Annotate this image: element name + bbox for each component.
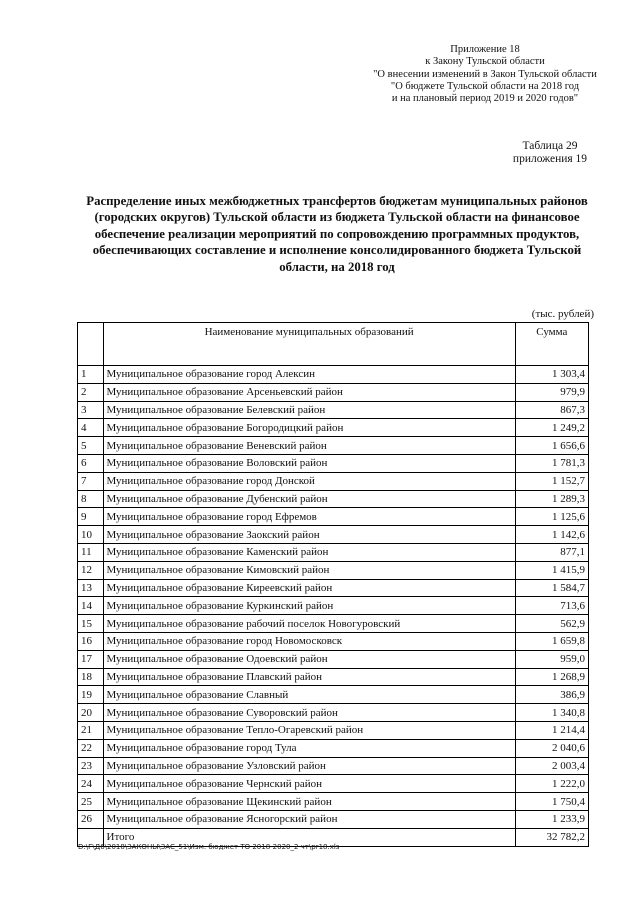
table-row	[78, 437, 589, 455]
municipality-name: Муниципальное образование город Тула	[103, 739, 515, 757]
table-row	[78, 668, 589, 686]
municipality-name: Муниципальное образование Узловский район	[103, 757, 515, 775]
amount: 2 040,6	[515, 739, 588, 757]
row-number: 23	[78, 757, 104, 775]
row-number: 24	[78, 775, 104, 793]
municipality-name: Муниципальное образование Тепло-Огаревский район	[103, 721, 515, 739]
row-number: 17	[78, 650, 104, 668]
table-row	[78, 543, 589, 561]
table-header-row	[78, 323, 589, 366]
row-number: 9	[78, 508, 104, 526]
amount: 959,0	[515, 650, 588, 668]
municipality-name: Муниципальное образование Заокский район	[103, 526, 515, 544]
total-label: Итого	[103, 828, 515, 846]
municipality-name: Муниципальное образование Киреевский район	[103, 579, 515, 597]
row-number: 3	[78, 401, 104, 419]
appendix-line: "О бюджете Тульской области на 2018 год	[390, 80, 580, 92]
appendix-header	[360, 44, 610, 105]
amount: 1 249,2	[515, 419, 588, 437]
table-row	[78, 686, 589, 704]
header-name-cell: Наименование муниципальных образований	[103, 323, 515, 366]
appendix-line: Приложение 18	[450, 44, 520, 55]
amount: 2 003,4	[515, 757, 588, 775]
distribution-table	[77, 322, 589, 847]
row-number: 2	[78, 383, 104, 401]
row-number: 6	[78, 454, 104, 472]
row-number: 1	[78, 366, 104, 384]
table-row	[78, 454, 589, 472]
row-number: 25	[78, 793, 104, 811]
table-row	[78, 721, 589, 739]
amount: 1 222,0	[515, 775, 588, 793]
appendix-line: и на плановый период 2019 и 2020 годов"	[391, 93, 579, 105]
municipality-name: Муниципальное образование Богородицкий район	[103, 419, 515, 437]
municipality-name: Муниципальное образование Кимовский район	[103, 561, 515, 579]
municipality-name: Муниципальное образование Воловский район	[103, 454, 515, 472]
municipality-name: Муниципальное образование Одоевский район	[103, 650, 515, 668]
row-number: 5	[78, 437, 104, 455]
table-number: Таблица 29	[522, 140, 578, 152]
table-row	[78, 419, 589, 437]
table-row	[78, 526, 589, 544]
row-number: 7	[78, 472, 104, 490]
row-number: 13	[78, 579, 104, 597]
table-reference	[495, 140, 605, 166]
appendix-line: к Закону Тульской области	[425, 56, 545, 68]
municipality-name: Муниципальное образование рабочий поселок Новогуровский	[103, 615, 515, 633]
document-title: Распределение иных межбюджетных трансфертов бюджетам муниципальных районов (городских округов) Тульской области из бюджета Тульской области на финансовое обеспечение реализации мероприятий по сопровождению программных продуктов, обеспечивающих составление и исполнение консолидированного бюджета Тульской области, на 2018 год	[86, 194, 588, 274]
table-row	[78, 704, 589, 722]
row-number: 11	[78, 543, 104, 561]
municipality-name: Муниципальное образование Каменский район	[103, 543, 515, 561]
table-body	[78, 366, 589, 847]
amount: 386,9	[515, 686, 588, 704]
amount: 1 656,6	[515, 437, 588, 455]
table-row	[78, 793, 589, 811]
appendix-number: приложения 19	[512, 153, 588, 165]
row-number: 22	[78, 739, 104, 757]
row-number: 26	[78, 810, 104, 828]
table-row	[78, 383, 589, 401]
table-row	[78, 739, 589, 757]
amount: 1 750,4	[515, 793, 588, 811]
municipality-name: Муниципальное образование Дубенский район	[103, 490, 515, 508]
amount: 713,6	[515, 597, 588, 615]
row-number: 20	[78, 704, 104, 722]
table-row	[78, 632, 589, 650]
row-number: 10	[78, 526, 104, 544]
amount: 1 303,4	[515, 366, 588, 384]
amount: 1 268,9	[515, 668, 588, 686]
row-number: 12	[78, 561, 104, 579]
municipality-name: Муниципальное образование Щекинский район	[103, 793, 515, 811]
row-number: 4	[78, 419, 104, 437]
row-number: 19	[78, 686, 104, 704]
table-row	[78, 508, 589, 526]
table-row	[78, 810, 589, 828]
amount: 1 152,7	[515, 472, 588, 490]
municipality-name: Муниципальное образование город Донской	[103, 472, 515, 490]
file-path-footer: D:\Г\Д6\2018\ЗАКОНЫ\ЗАС_51\Изм. бюджет ТО 2018-2020_2 чт\pr18.xls	[78, 843, 340, 851]
amount: 1 781,3	[515, 454, 588, 472]
amount: 877,1	[515, 543, 588, 561]
municipality-name: Муниципальное образование Веневский район	[103, 437, 515, 455]
row-number: 16	[78, 632, 104, 650]
amount: 1 584,7	[515, 579, 588, 597]
table-row	[78, 561, 589, 579]
municipality-name: Муниципальное образование Чернский район	[103, 775, 515, 793]
table-row	[78, 615, 589, 633]
municipality-name: Муниципальное образование Ясногорский район	[103, 810, 515, 828]
table-row	[78, 366, 589, 384]
municipality-name: Муниципальное образование Суворовский район	[103, 704, 515, 722]
table-row	[78, 650, 589, 668]
table-row	[78, 757, 589, 775]
municipality-name: Муниципальное образование Плавский район	[103, 668, 515, 686]
municipality-name: Муниципальное образование город Ефремов	[103, 508, 515, 526]
municipality-name: Муниципальное образование город Новомосковск	[103, 632, 515, 650]
row-number: 14	[78, 597, 104, 615]
municipality-name: Муниципальное образование Белевский район	[103, 401, 515, 419]
row-number: 21	[78, 721, 104, 739]
amount: 562,9	[515, 615, 588, 633]
amount: 867,3	[515, 401, 588, 419]
amount: 1 289,3	[515, 490, 588, 508]
municipality-name: Муниципальное образование Куркинский район	[103, 597, 515, 615]
table-row	[78, 775, 589, 793]
table-row	[78, 490, 589, 508]
amount: 1 415,9	[515, 561, 588, 579]
row-number: 8	[78, 490, 104, 508]
amount: 1 214,4	[515, 721, 588, 739]
table-row	[78, 472, 589, 490]
units-label: (тыс. рублей)	[531, 308, 594, 320]
header-sum-cell: Сумма	[515, 323, 588, 366]
table-row	[78, 579, 589, 597]
total-amount: 32 782,2	[515, 828, 588, 846]
municipality-name: Муниципальное образование Арсеньевский район	[103, 383, 515, 401]
row-number: 15	[78, 615, 104, 633]
table-row	[78, 401, 589, 419]
appendix-line: "О внесении изменений в Закон Тульской области	[373, 68, 597, 80]
municipality-name: Муниципальное образование Славный	[103, 686, 515, 704]
header-number-cell	[78, 323, 104, 366]
amount: 1 659,8	[515, 632, 588, 650]
row-number: 18	[78, 668, 104, 686]
amount: 1 340,8	[515, 704, 588, 722]
municipality-name: Муниципальное образование город Алексин	[103, 366, 515, 384]
amount: 1 142,6	[515, 526, 588, 544]
amount: 1 233,9	[515, 810, 588, 828]
amount: 1 125,6	[515, 508, 588, 526]
table-row	[78, 597, 589, 615]
amount: 979,9	[515, 383, 588, 401]
